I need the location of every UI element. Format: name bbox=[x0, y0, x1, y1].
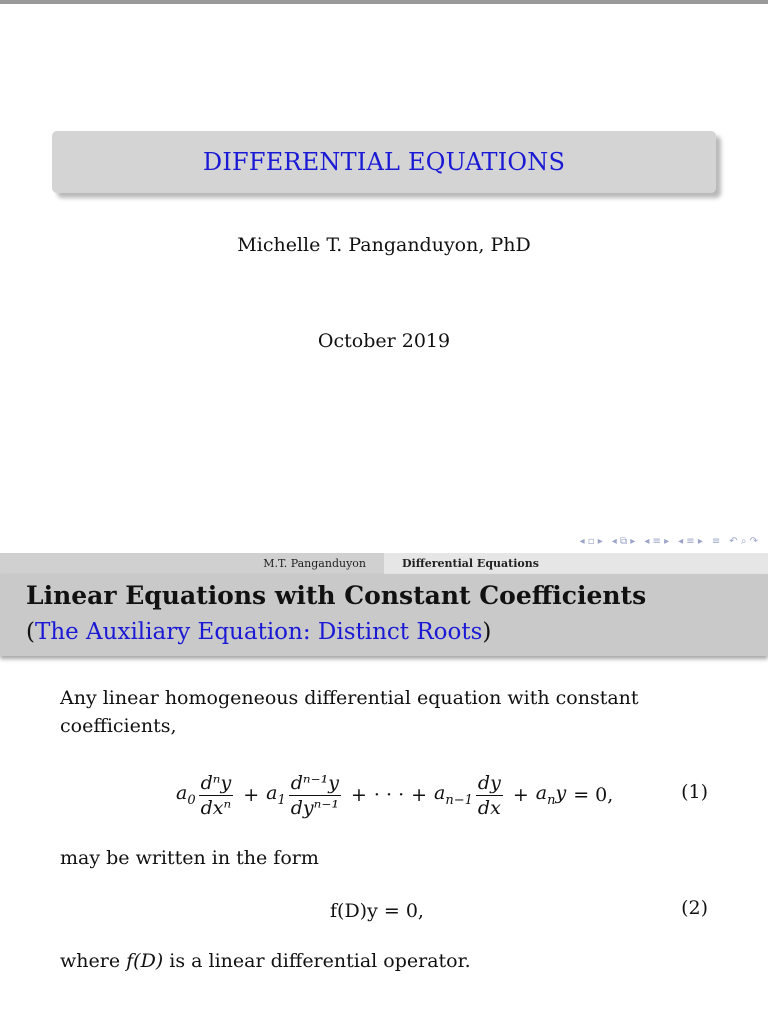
ellipsis: · · · bbox=[373, 784, 405, 806]
equation-2: f(D)y = 0, bbox=[330, 900, 424, 922]
equation-1-tail: = 0, bbox=[573, 784, 614, 806]
subsection-nav-icon[interactable]: ◂ ⧉ ▸ bbox=[611, 536, 636, 547]
title-box bbox=[52, 131, 716, 193]
beamer-navigation-bar bbox=[580, 536, 758, 548]
toc-icon[interactable]: ≡ bbox=[711, 536, 721, 547]
search-back-icon[interactable]: ↶ ⌕ ↷ bbox=[729, 536, 758, 547]
equation-1-label: (1) bbox=[681, 781, 708, 803]
coef-an-minus-1: $a_{n-1}$ bbox=[434, 782, 473, 808]
footer-title: Differential Equations bbox=[384, 553, 768, 574]
frame-subtitle bbox=[26, 614, 768, 650]
footer-author: M.T. Panganduyon bbox=[0, 553, 384, 574]
coef-a0: $a_0$ bbox=[176, 782, 196, 808]
fraction-nth-derivative: $\frac{\text{dⁿy}}{\text{dxⁿ}}$ bbox=[200, 771, 232, 819]
fraction-first-derivative: $\frac{dy}{dx}$ bbox=[477, 771, 501, 819]
presentation-title: DIFFERENTIAL EQUATIONS bbox=[202, 148, 566, 176]
top-rule bbox=[0, 0, 768, 4]
equation-1: $a_0$ $\frac{\text{dⁿy}}{\text{dxⁿ}}$ + $a_1$ $\frac{\text{dⁿ⁻¹y}}{\text{dyⁿ⁻¹}}$ + · · · + $a_{n-1}$ $\frac{dy}{dx}$ + $a_ny$ = 0, bbox=[176, 771, 614, 819]
equation-2-label: (2) bbox=[681, 897, 708, 919]
frame-header bbox=[0, 574, 768, 656]
subtitle-open-paren: ( bbox=[26, 619, 35, 645]
paragraph-intro: Any linear homogeneous differential equation with constant coefficients, bbox=[60, 687, 639, 737]
paragraph-operator: where f(D) is a linear differential operator. bbox=[60, 950, 471, 972]
presentation-date: October 2019 bbox=[317, 330, 451, 352]
slide-footer bbox=[0, 553, 768, 574]
frame-nav-icon[interactable]: ◂ ▫ ▸ bbox=[579, 536, 603, 547]
frame-title: Linear Equations with Constant Coefficients bbox=[26, 581, 647, 610]
section-nav-icon[interactable]: ◂ ≡ ▸ bbox=[644, 536, 670, 547]
fraction-n-minus-1-derivative: $\frac{\text{dⁿ⁻¹y}}{\text{dyⁿ⁻¹}}$ bbox=[290, 771, 339, 819]
author-name: Michelle T. Panganduyon, PhD bbox=[237, 234, 531, 256]
operator-fD: f(D) bbox=[126, 950, 164, 972]
section-nav-icon-2[interactable]: ◂ ≡ ▸ bbox=[678, 536, 703, 547]
term-any: $a_ny$ bbox=[535, 782, 567, 808]
subtitle-close-paren: ) bbox=[482, 619, 492, 645]
coef-a1: $a_1$ bbox=[266, 782, 286, 808]
subtitle-link[interactable]: The Auxiliary Equation: Distinct Roots bbox=[34, 619, 483, 645]
paragraph-form: may be written in the form bbox=[60, 847, 319, 869]
